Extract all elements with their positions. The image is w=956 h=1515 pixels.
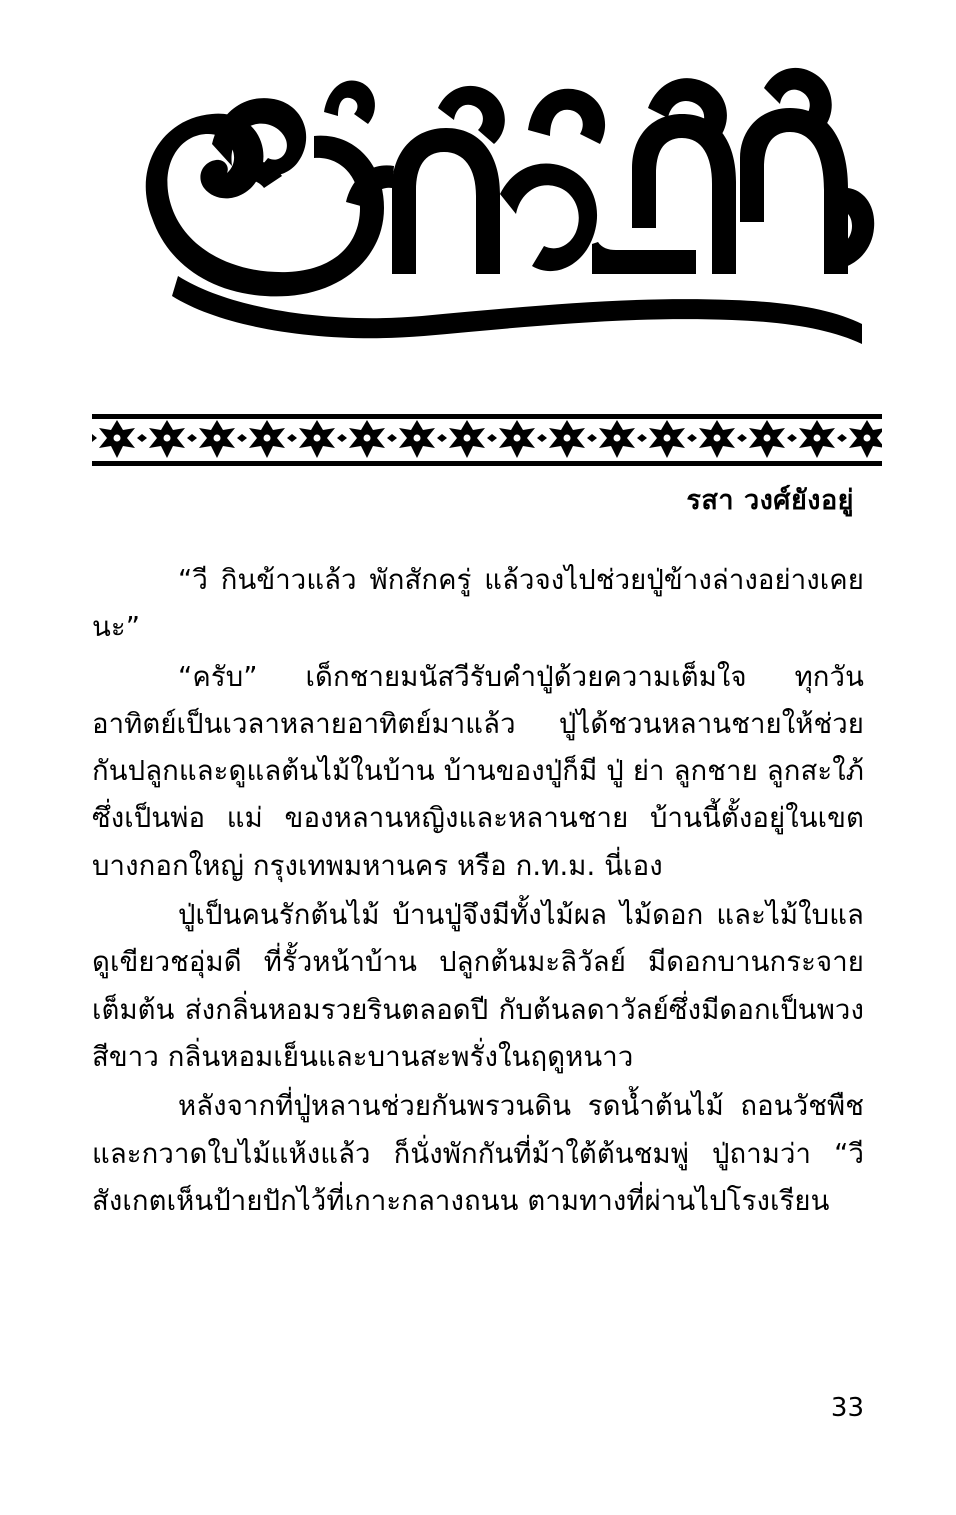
page-number: 33	[830, 1393, 864, 1423]
paragraph: หลังจากที่ปู่หลานช่วยกันพรวนดิน รดน้ำต้นไม้ ถอนวัชพืชและกวาดใบไม้แห้งแล้ว ก็นั่งพักกันที่ม้าใต้ต้นชมพู่ ปู่ถามว่า “วีสังเกตเห็นป้ายปักไว้ที่เกาะกลางถนน ตามทางที่ผ่านไปโรงเรียน	[92, 1090, 864, 1217]
document-page	[0, 48, 956, 1515]
article-body	[92, 557, 864, 1225]
paragraph: ปู่เป็นคนรักต้นไม้ บ้านปู่จึงมีทั้งไม้ผล ไม้ดอก และไม้ใบแลดูเขียวชอุ่มดี ที่รั้วหน้าบ้าน ปลูกต้นมะลิวัลย์ มีดอกบานกระจายเต็มต้น ส่งกลิ่นหอมรวยรินตลอดปี กับต้นลดาวัลย์ซึ่งมีดอกเป็นพวงสีขาว กลิ่นหอมเย็นและบานสะพรั่งในฤดูหนาว	[92, 899, 864, 1073]
author-byline: รสา วงศ์ยังอยู่	[686, 485, 854, 516]
ornamental-floral-band-icon	[92, 414, 882, 466]
ornamental-divider	[92, 414, 882, 466]
paragraph: “วี กินข้าวแล้ว พักสักครู่ แล้วจงไปช่วยปู่ข้างล่างอย่างเคยนะ”	[92, 564, 864, 644]
title-artwork	[92, 48, 864, 378]
paragraph: “ครับ” เด็กชายมนัสวีรับคำปู่ด้วยความเต็มใจ ทุกวันอาทิตย์เป็นเวลาหลายอาทิตย์มาแล้ว ปู่ได้ชวนหลานชายให้ช่วยกันปลูกและดูแลต้นไม้ในบ้าน บ้านของปู่ก็มี ปู่ ย่า ลูกชาย ลูกสะใภ้ ซึ่งเป็นพ่อ แม่ ของหลานหญิงและหลานชาย บ้านนี้ตั้งอยู่ในเขตบางกอกใหญ่ กรุงเทพมหานคร หรือ ก.ท.ม. นี่เอง	[92, 660, 864, 882]
title-calligraphy-icon	[92, 48, 882, 348]
